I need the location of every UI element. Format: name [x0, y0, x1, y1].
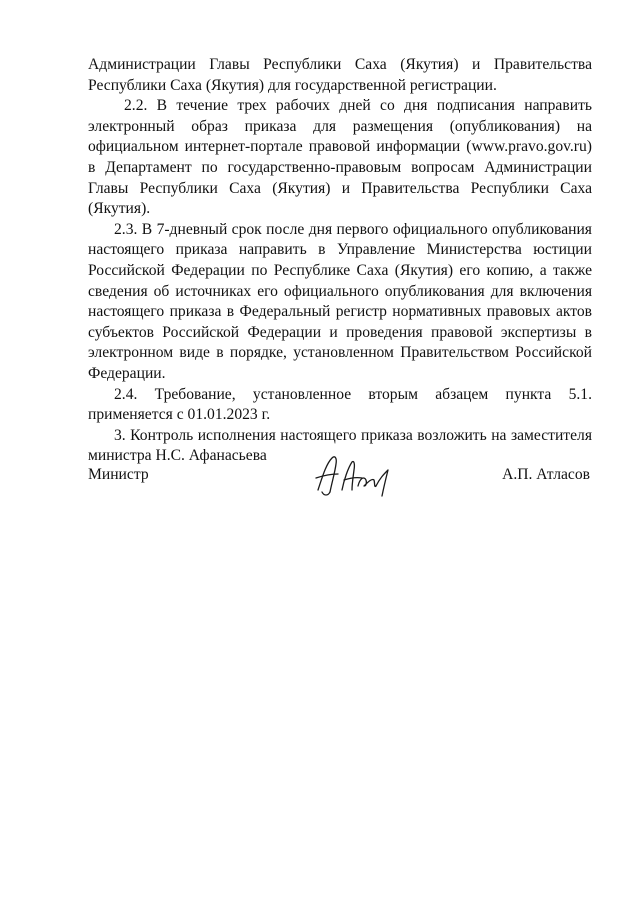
document-body: [88, 55, 592, 467]
paragraph-2-3: 2.3. В 7-дневный срок после дня первого официального опубликования настоящего приказа направить в Управление Министерства юстиции Российской Федерации по Республике Саха (Якутия) его копию, а также сведения об источниках его официального опубликования для включения настоящего приказа в Федеральный регистр нормативных правовых актов субъектов Российской Федерации и проведения правовой экспертизы в электронном виде в порядке, установленном Правительством Российской Федерации.: [88, 220, 592, 382]
paragraph-2-4: 2.4. Требование, установленное вторым абзацем пункта 5.1. применяется с 01.01.2023 г.: [88, 385, 592, 424]
handwritten-signature: [308, 452, 398, 502]
signatory-title: Министр: [88, 466, 149, 483]
paragraph-2-2: 2.2. В течение трех рабочих дней со дня подписания направить электронный образ приказа для размещения (опубликования) на официальном интернет-портале правовой информации (www.pravo.gov.ru) в Департамент по государственно-правовым вопросам Администрации Главы Республики Саха (Якутия) и Правительства Республики Саха (Якутия).: [88, 97, 592, 218]
paragraph-3: 3. Контроль исполнения настоящего приказа возложить на заместителя министра Н.С. Афанасьева: [88, 426, 592, 465]
signature-block: [88, 452, 592, 502]
paragraph-continuation: Администрации Главы Республики Саха (Якутия) и Правительства Республики Саха (Якутия) для государственной регистрации.: [88, 56, 592, 94]
signatory-name: А.П. Атласов: [502, 466, 590, 483]
